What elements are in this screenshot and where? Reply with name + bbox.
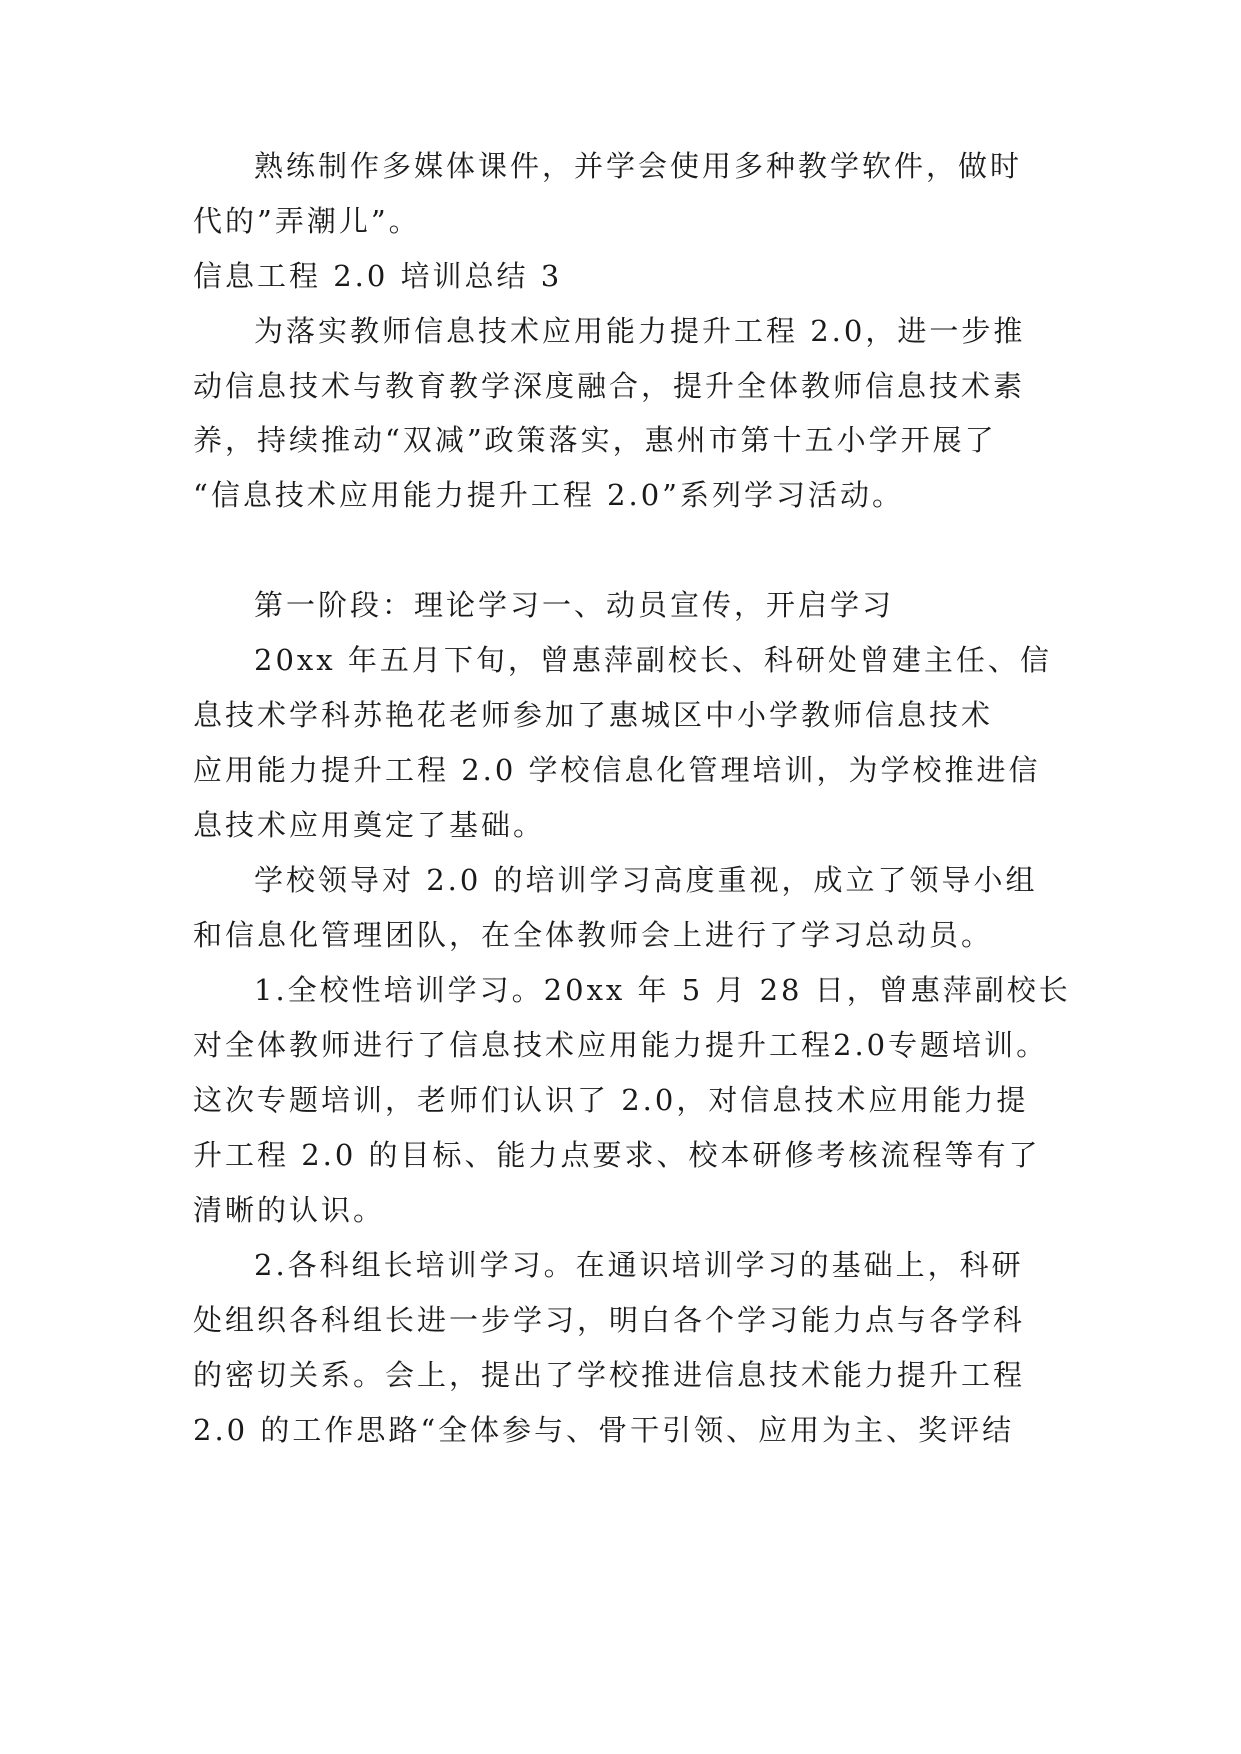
section-heading: 信息工程 2.0 培训总结 3 [193,259,563,293]
paragraph-line: “信息技术应用能力提升工程 2.0”系列学习活动。 [193,478,904,512]
paragraph-line: 息技术学科苏艳花老师参加了惠城区中小学教师信息技术 [193,698,994,732]
paragraph-line: 熟练制作多媒体课件，并学会使用多种教学软件，做时 [254,149,1023,183]
paragraph-line: 为落实教师信息技术应用能力提升工程 2.0，进一步推 [254,314,1026,348]
paragraph-line: 应用能力提升工程 2.0 学校信息化管理培训，为学校推进信 [193,753,1041,787]
paragraph-line: 养，持续推动“双减”政策落实，惠州市第十五小学开展了 [193,423,997,457]
paragraph-line: 这次专题培训，老师们认识了 2.0，对信息技术应用能力提 [193,1083,1029,1117]
paragraph-line: 处组织各科组长进一步学习，明白各个学习能力点与各学科 [193,1303,1026,1337]
paragraph-line: 对全体教师进行了信息技术应用能力提升工程2.0专题培训。 [193,1028,1049,1062]
paragraph-line: 2.各科组长培训学习。在通识培训学习的基础上，科研 [254,1248,1024,1282]
paragraph-line: 清晰的认识。 [193,1193,386,1227]
paragraph-line: 升工程 2.0 的目标、能力点要求、校本研修考核流程等有了 [193,1138,1041,1172]
paragraph-line: 20xx 年五月下旬，曾惠萍副校长、科研处曾建主任、信 [254,643,1052,677]
paragraph-line: 2.0 的工作思路“全体参与、骨干引领、应用为主、奖评结 [193,1413,1015,1447]
paragraph-line: 的密切关系。会上，提出了学校推进信息技术能力提升工程 [193,1358,1026,1392]
paragraph-line: 息技术应用奠定了基础。 [193,808,546,842]
paragraph-line: 动信息技术与教育教学深度融合，提升全体教师信息技术素 [193,369,1026,403]
paragraph-line: 1.全校性培训学习。20xx 年 5 月 28 日，曾惠萍副校长 [254,973,1071,1007]
stage-heading: 第一阶段：理论学习一、动员宣传，开启学习 [254,588,895,622]
paragraph-line: 代的”弄潮儿”。 [193,204,421,238]
paragraph-line: 学校领导对 2.0 的培训学习高度重视，成立了领导小组 [254,863,1038,897]
paragraph-line: 和信息化管理团队，在全体教师会上进行了学习总动员。 [193,918,994,952]
